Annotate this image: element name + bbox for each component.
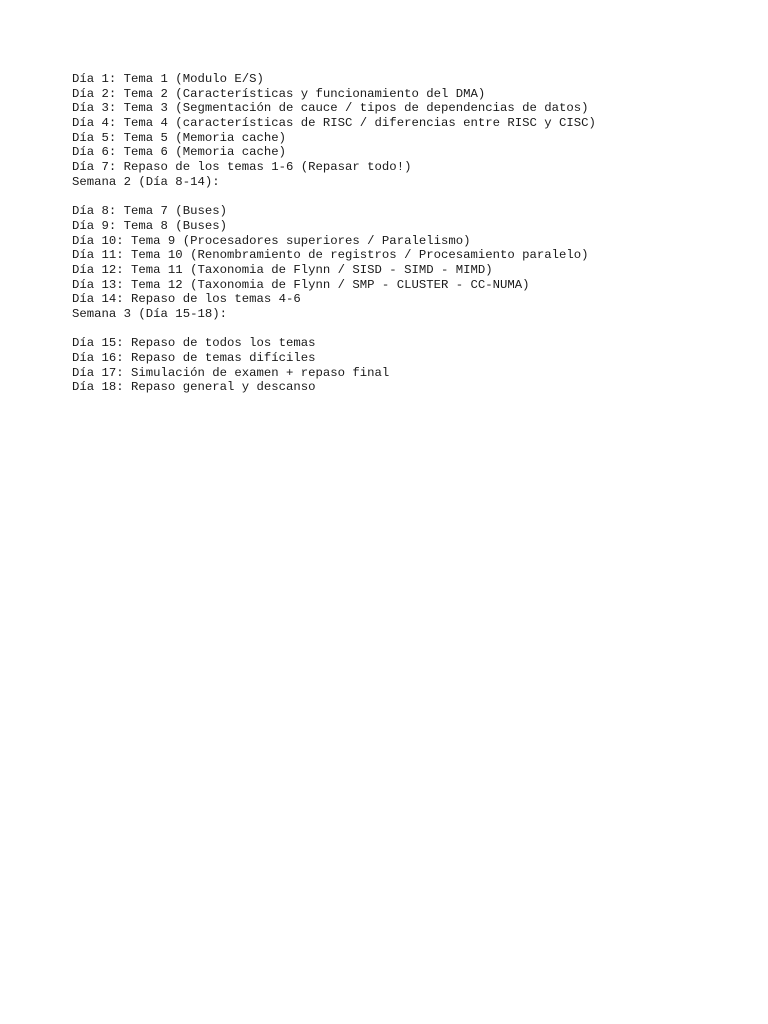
week2-list bbox=[72, 204, 752, 307]
week1-list bbox=[72, 72, 752, 175]
week2-heading: Semana 2 (Día 8-14): bbox=[72, 174, 220, 189]
day-line: Día 11: Tema 10 (Renombramiento de registros / Procesamiento paralelo) bbox=[72, 248, 589, 263]
day-line: Día 5: Tema 5 (Memoria cache) bbox=[72, 130, 287, 145]
day-line: Día 4: Tema 4 (características de RISC / diferencias entre RISC y CISC) bbox=[72, 116, 596, 131]
week3-heading: Semana 3 (Día 15-18): bbox=[72, 307, 227, 321]
day-line: Día 10: Tema 9 (Procesadores superiores / Paralelismo) bbox=[72, 233, 471, 248]
study-plan-document bbox=[72, 72, 752, 395]
day-line: Día 9: Tema 8 (Buses) bbox=[72, 218, 227, 233]
day-line: Día 3: Tema 3 (Segmentación de cauce / tipos de dependencias de datos) bbox=[72, 101, 589, 116]
day-line: Día 13: Tema 12 (Taxonomia de Flynn / SMP - CLUSTER - CC-NUMA) bbox=[72, 277, 530, 292]
blank-line bbox=[72, 190, 752, 205]
day-line: Día 7: Repaso de los temas 1-6 (Repasar todo!) bbox=[72, 160, 412, 175]
day-line: Día 15: Repaso de todos los temas bbox=[72, 336, 316, 351]
day-line: Día 18: Repaso general y descanso bbox=[72, 380, 316, 395]
day-line: Día 8: Tema 7 (Buses) bbox=[72, 204, 227, 219]
day-line: Día 12: Tema 11 (Taxonomia de Flynn / SISD - SIMD - MIMD) bbox=[72, 262, 493, 277]
day-line: Día 14: Repaso de los temas 4-6 bbox=[72, 292, 301, 307]
day-line: Día 16: Repaso de temas difíciles bbox=[72, 351, 316, 366]
week3-list bbox=[72, 336, 752, 395]
day-line: Día 6: Tema 6 (Memoria cache) bbox=[72, 145, 287, 160]
day-line: Día 17: Simulación de examen + repaso final bbox=[72, 365, 390, 380]
blank-line bbox=[72, 322, 752, 337]
day-line: Día 1: Tema 1 (Modulo E/S) bbox=[72, 72, 264, 86]
day-line: Día 2: Tema 2 (Características y funcionamiento del DMA) bbox=[72, 86, 486, 101]
